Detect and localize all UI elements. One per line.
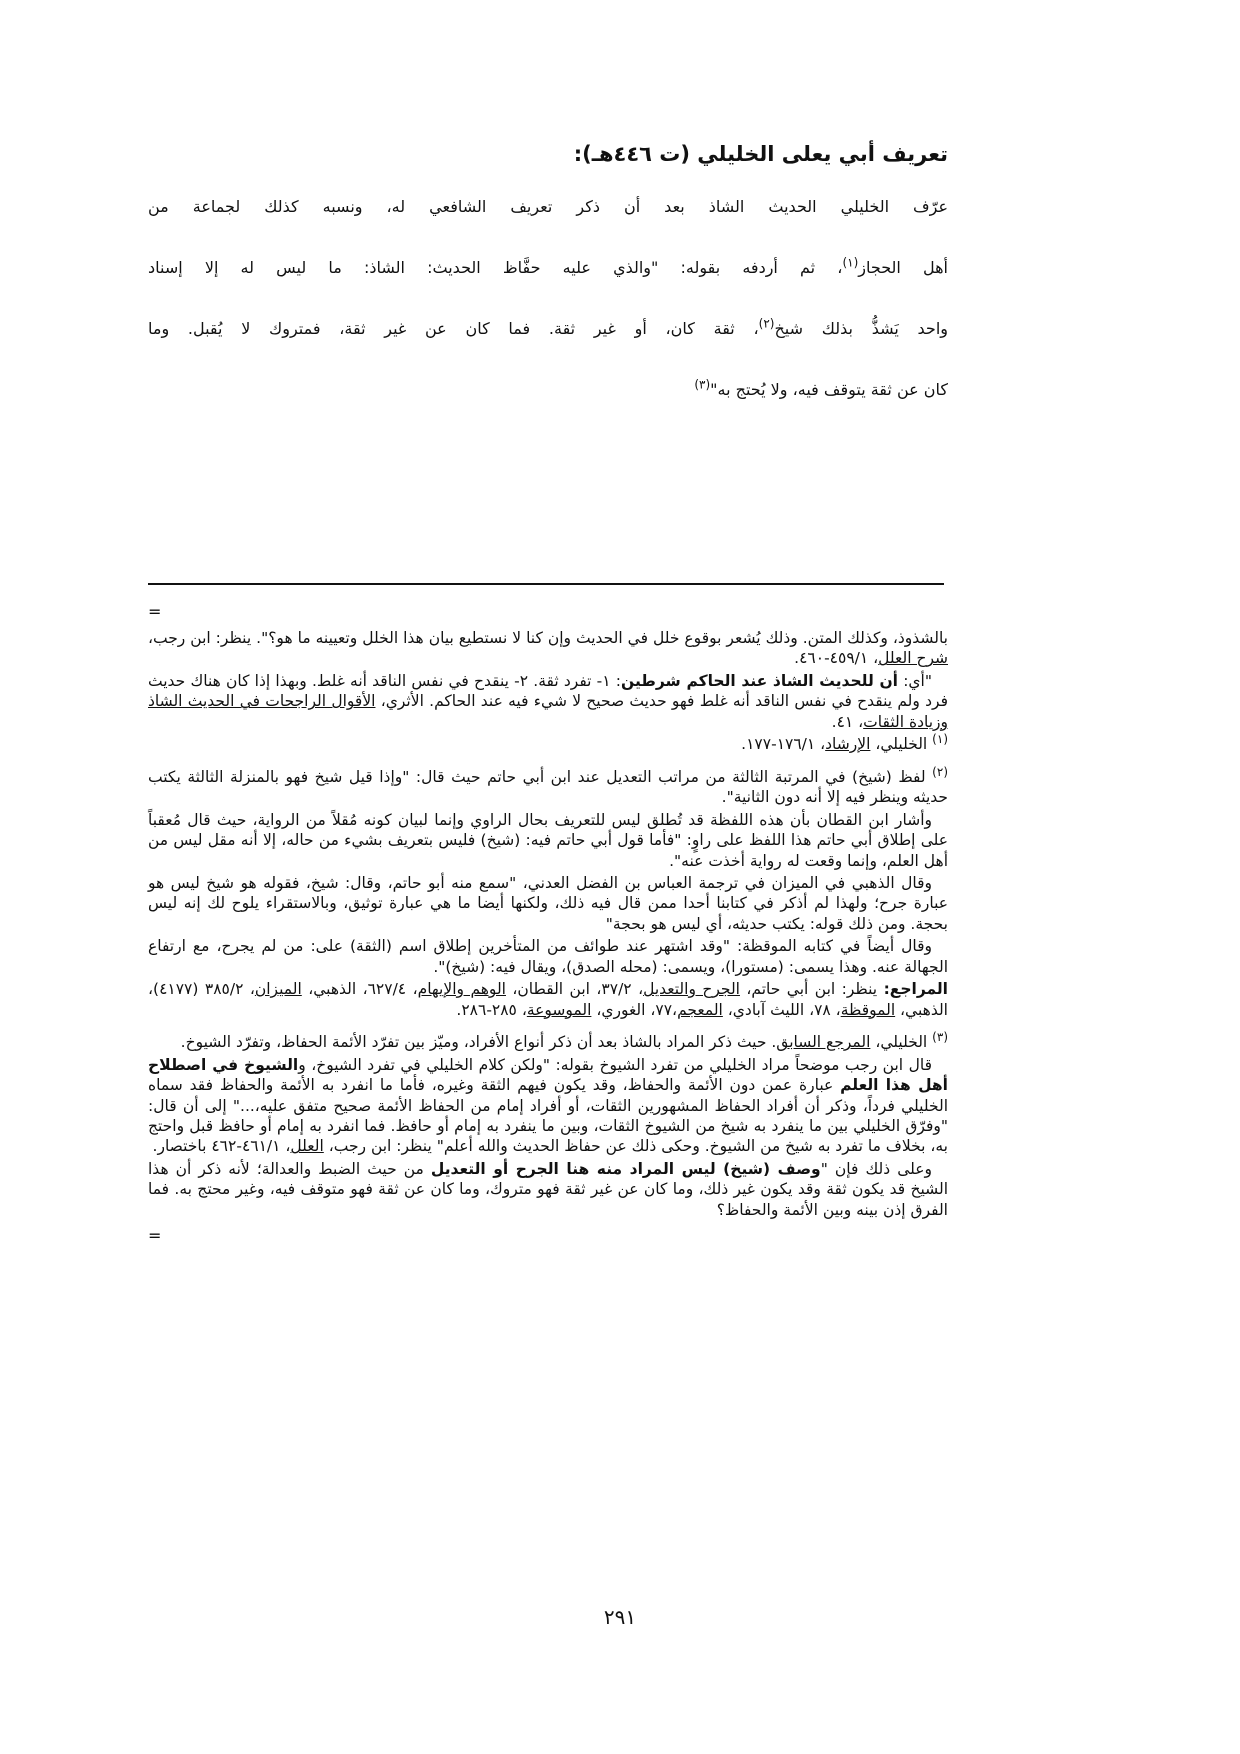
reference-pages: ، ٤٥٩/١-٤٦٠. — [794, 649, 879, 668]
reference-title: العلل — [290, 1137, 324, 1156]
reference-title: الجرح والتعديل — [643, 980, 740, 999]
reference-title: شرح العلل — [878, 649, 948, 668]
footnote-2 — [148, 764, 948, 808]
ref-text: ،٧٧، الغوري، — [591, 1000, 678, 1019]
footnote-ref-3[interactable]: (٣) — [694, 378, 711, 393]
footnote-continuation-2 — [148, 671, 948, 732]
footnote-2-paragraph: وقال أيضاً في كتابه الموقظة: "وقد اشتهر عند طوائف من المتأخرين إطلاق اسم (الثقة) على: من لم يجرح، مع ارتفاع الجهالة عنه. وهذا يسمى: (مستورا)، ويسمى: (محله الصدق)، ويقال فيه: (شيخ)". — [148, 937, 948, 976]
footnote-continuation-text: بالشذوذ، وكذلك المتن. وذلك يُشعر بوقوع خلل في الحديث وإن كنا لا نستطيع بيان هذا الخلل وتعيينه ما هو؟". ينظر: ابن رجب، — [148, 629, 948, 647]
footnote-ref-1[interactable]: (١) — [842, 256, 859, 271]
ref-text: ، ٦٢٧/٤، الذهبي، — [301, 980, 418, 999]
ref-text: ، ٢٨٥-٢٨٦. — [456, 1000, 527, 1019]
footnote-1-number: (١) — [932, 732, 948, 747]
footnote-continuation — [148, 628, 948, 669]
reference-title: المرجع السابق — [776, 1033, 871, 1052]
ref-text: وعلى ذلك فإن " — [820, 1159, 932, 1178]
footnote-continuation-2-text: : ١- تفرد ثقة. ٢- ينقدح في نفس الناقد أنه غلط. وبهذا إذا كان هناك حديث فرد ولم ينقدح في نفس الناقد أنه غلط فهو حديث صحيح لا شيء فيه عند الحاكم. الأثري، — [148, 671, 948, 711]
footnote-3 — [148, 1032, 948, 1052]
footnote-3-paragraph — [148, 1055, 948, 1157]
footnote-3-number: (٣) — [932, 1030, 948, 1044]
ref-text: ، ٤٦١/١-٤٦٢ باختصار. — [152, 1137, 291, 1156]
page-number: ٢٩١ — [603, 1605, 637, 1629]
footnote-3-author: الخليلي، — [870, 1033, 933, 1052]
continuation-mark-top: = — [148, 602, 162, 621]
main-paragraph — [148, 197, 948, 399]
quote-open: "أي: — [898, 671, 932, 690]
main-line-2-rest: ، ثم أردفه بقوله: "والذي عليه حفَّاظ الحديث: الشاذ: ما ليس له إلا إسناد — [148, 258, 843, 278]
bold-phrase: وصف (شيخ) ليس المراد منه هنا الجرح أو التعديل — [430, 1159, 821, 1178]
footnote-2-references — [148, 979, 948, 1020]
ref-text: عبارة عمن دون الأئمة والحفاظ، وقد يكون فيهم الثقة وغيره، فأما ما انفرد به الأئمة والحفاظ فقد سماه الخليلي فرداً، وذكر أن أفراد الحفاظ المشهورين الثقات، أو أفراد إمام من الحفاظ الأئمة صحيح متفق عليه،..." إلى أن قال: "وفرّق الخليلي بين ما ينفرد به شيخ من الشيوخ الثقات، وبين ما ينفرد به إمام أو حافظ. فما انفرد به إمام أو حافظ قبل واحتج به، بخلاف ما تفرد به شيخ من الشيوخ. وحكى ذلك عن حفاظ الحديث والله أعلم" ينظر: ابن رجب، — [148, 1076, 948, 1156]
footnote-3-text: . حيث ذكر المراد بالشاذ بعد أن ذكر أنواع الأفراد، وميّز بين تفرّد الأئمة الحفاظ، وتفرّد الشيوخ. — [180, 1033, 777, 1052]
main-line-2-start: أهل الحجاز — [858, 258, 948, 278]
ref-text: قال ابن رجب موضحاً مراد الخليلي من تفرد الشيوخ بقوله: "ولكن كلام الخليلي في تفرد الشيوخ، و — [298, 1055, 932, 1074]
main-line-1-text: عرّف الخليلي الحديث الشاذ بعد أن ذكر تعريف الشافعي له، ونسبه كذلك لجماعة من — [148, 197, 948, 217]
main-line-3-start: واحد يَشذُّ بذلك شيخ — [774, 319, 948, 339]
footnotes-block — [148, 628, 948, 1244]
continuation-mark-bottom: = — [148, 1226, 162, 1246]
reference-title: الموقظة — [840, 1000, 896, 1019]
footnote-divider — [148, 583, 944, 585]
reference-pages: ، ١٧٦/١-١٧٧. — [741, 735, 826, 754]
reference-title: الميزان — [254, 980, 302, 999]
footnote-2-paragraph: وقال الذهبي في الميزان في ترجمة العباس بن الفضل العدني، "سمع منه أبو حاتم، وقال: شيخ، فقوله هو شيخ ليس هو عبارة جرح؛ ولهذا لم أذكر في كتابنا أحدا ممن قال فيه ذلك، ولكنها أيضا ما هي عبارة توثيق، وبالاستقراء يلوح لك إنه ليس بحجة. ومن ذلك قوله: يكتب حديثه، أي ليس هو بحجة" — [148, 873, 948, 933]
main-line-3 — [148, 319, 948, 338]
ref-text: ، ٣٨٥/٢ (٤١٧٧)، الذهبي، — [148, 980, 948, 1019]
ref-text: ، ٧٨، الليث آبادي، — [722, 1000, 841, 1019]
main-line-3-rest: ، ثقة كان، أو غير ثقة. فما كان عن غير ثقة، فمتروك لا يُقبل. وما — [148, 319, 759, 339]
footnote-1-author: الخليلي، — [870, 735, 933, 754]
section-heading: تعريف أبي يعلى الخليلي (ت ٤٤٦هـ): — [573, 142, 948, 166]
ref-text: من حيث الضبط والعدالة؛ لأنه ذكر أن هذا الشيخ قد يكون ثقة وقد يكون غير ذلك، وما كان عن غير ثقة فهو متروك، وما كان عن ثقة فهو متوقف فيه، وغير محتج به. فما الفرق إذن بينه وبين الأئمة والحفاظ؟ — [148, 1159, 948, 1219]
main-line-4 — [148, 380, 948, 399]
ref-text: ، ٣٧/٢، ابن القطان، — [505, 980, 644, 999]
ref-text: ينظر: ابن أبي حاتم، — [739, 980, 884, 999]
footnote-2-text: لفظ (شيخ) في المرتبة الثالثة من مراتب التعديل عند ابن أبي حاتم حيث قال: "وإذا قيل شيخ فهو بالمنزلة الثالثة يكتب حديثه وينظر فيه إلا أنه دون الثانية". — [148, 767, 948, 807]
main-line-1 — [148, 197, 948, 216]
reference-title: الإرشاد — [825, 735, 871, 754]
bold-phrase: الشيوخ في اصطلاح أهل هذا العلم — [148, 1055, 948, 1095]
main-line-4-text: كان عن ثقة يتوقف فيه، ولا يُحتج به" — [710, 380, 948, 400]
main-line-2 — [148, 258, 948, 277]
reference-title: المعجم — [677, 1000, 723, 1019]
main-text-block — [148, 140, 948, 441]
footnote-1 — [148, 734, 948, 754]
reference-title: الموسوعة — [526, 1000, 592, 1019]
reference-title: الوهم والإيهام — [417, 980, 506, 999]
footnote-ref-2[interactable]: (٢) — [758, 317, 775, 332]
footnote-3-conclusion — [148, 1159, 948, 1220]
reference-title: الأقوال الراجحات في الحديث الشاذ وزيادة الثقات — [148, 692, 948, 731]
references-label: المراجع: — [883, 980, 948, 999]
footnote-2-paragraph: وأشار ابن القطان بأن هذه اللفظة قد تُطلق ليس للتعريف بحال الراوي وإنما لبيان كونه مُقلاً من الرواية، حيث قال مُعقباً على إطلاق أبي حاتم هذا اللفظ على راوٍ: "فأما قول أبي حاتم فيه: (شيخ) فليس بتعريف بشيء من حاله، إلا أنه مقل ليس من أهل العلم، وإنما وقعت له رواية أخذت عنه". — [148, 810, 948, 870]
reference-pages: ، ٤١. — [831, 712, 864, 731]
bold-phrase: أن للحديث الشاذ عند الحاكم شرطين — [621, 671, 898, 690]
footnote-2-number: (٢) — [932, 764, 948, 779]
